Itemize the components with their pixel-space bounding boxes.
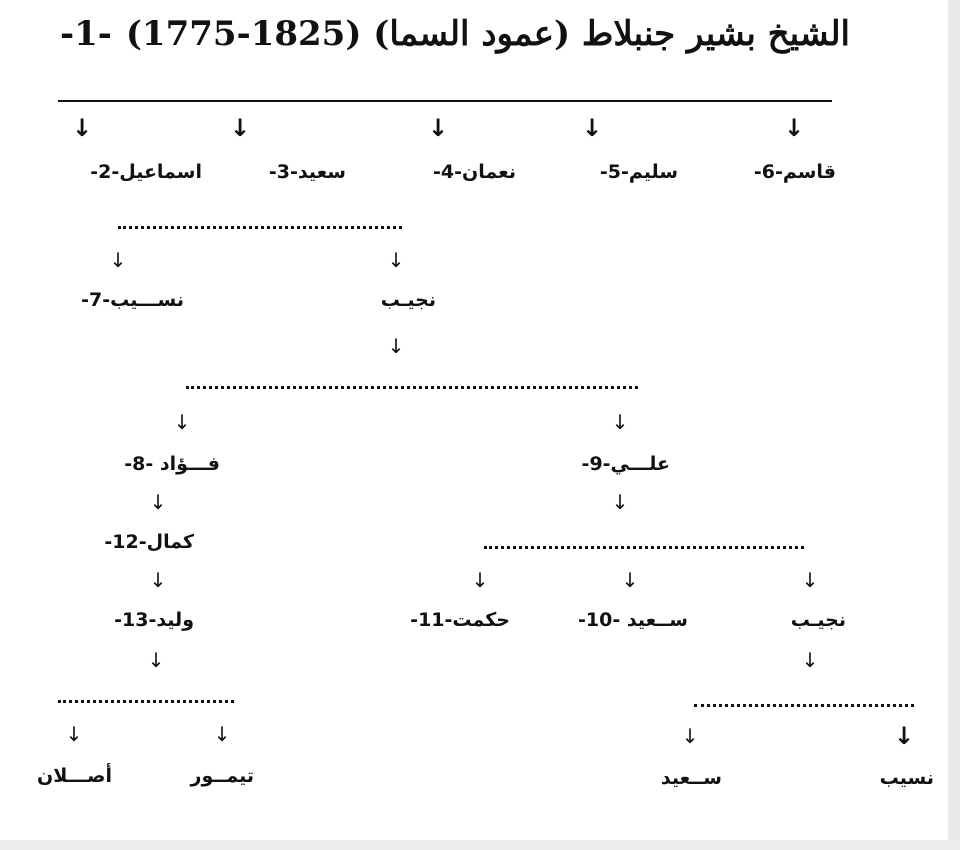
arrow-down-icon: ↓ bbox=[71, 114, 93, 142]
page-edge-strip bbox=[948, 0, 960, 850]
title-number: -1- bbox=[60, 14, 112, 54]
arrow-down-icon: ↓ bbox=[801, 648, 819, 672]
person-najib-2: نجيـب bbox=[790, 609, 846, 631]
arrow-down-icon: ↓ bbox=[581, 114, 603, 142]
arrow-down-icon: ↓ bbox=[611, 410, 629, 434]
arrow-down-icon: ↓ bbox=[387, 248, 405, 272]
page-bottom-strip bbox=[0, 840, 960, 850]
person-aslan: أصـــلان bbox=[37, 765, 112, 787]
person-hikmat: حكمت-11- bbox=[410, 609, 510, 631]
arrow-down-icon: ↓ bbox=[387, 334, 405, 358]
person-nasib: نســـيب-7- bbox=[81, 289, 184, 311]
title-text: الشيخ بشير جنبلاط (عمود السما) (1825-1775) bbox=[125, 14, 850, 54]
person-salim: سليم-5- bbox=[599, 161, 678, 183]
arrow-down-icon: ↓ bbox=[611, 490, 629, 514]
gen2-connector-line bbox=[58, 100, 832, 102]
person-taymur: تيمــور bbox=[190, 765, 254, 787]
ismail-children-line bbox=[118, 226, 402, 229]
arrow-down-icon: ↓ bbox=[65, 722, 83, 746]
arrow-down-icon: ↓ bbox=[427, 114, 449, 142]
person-said-3: ســعيد bbox=[660, 767, 722, 789]
page-title bbox=[50, 14, 850, 64]
walid-children-line bbox=[58, 700, 234, 703]
arrow-down-icon: ↓ bbox=[173, 410, 191, 434]
person-ismail: اسماعيل-2- bbox=[90, 161, 202, 183]
arrow-down-icon: ↓ bbox=[471, 568, 489, 592]
person-fuad: فـــؤاد -8- bbox=[124, 453, 220, 475]
arrow-down-icon: ↓ bbox=[149, 490, 167, 514]
person-ali: علـــي-9- bbox=[581, 453, 670, 475]
arrow-down-icon: ↓ bbox=[213, 722, 231, 746]
ali-children-line bbox=[484, 546, 804, 549]
person-najib: نجيـب bbox=[380, 289, 436, 311]
najib2-children-line bbox=[694, 704, 914, 707]
person-nasib-2: نسيب bbox=[879, 767, 934, 789]
arrow-down-icon: ↓ bbox=[621, 568, 639, 592]
najib-children-line bbox=[186, 386, 638, 389]
arrow-down-icon: ↓ bbox=[783, 114, 805, 142]
arrow-down-icon: ↓ bbox=[893, 722, 915, 750]
person-numan: نعمان-4- bbox=[433, 161, 516, 183]
arrow-down-icon: ↓ bbox=[149, 568, 167, 592]
person-said-10: ســعيد -10- bbox=[578, 609, 688, 631]
person-said: سعيد-3- bbox=[268, 161, 346, 183]
person-kamal: كمال-12- bbox=[104, 531, 194, 553]
arrow-down-icon: ↓ bbox=[681, 724, 699, 748]
person-walid: وليد-13- bbox=[114, 609, 194, 631]
arrow-down-icon: ↓ bbox=[109, 248, 127, 272]
arrow-down-icon: ↓ bbox=[801, 568, 819, 592]
arrow-down-icon: ↓ bbox=[147, 648, 165, 672]
arrow-down-icon: ↓ bbox=[229, 114, 251, 142]
person-qasim: قاسم-6- bbox=[753, 161, 836, 183]
